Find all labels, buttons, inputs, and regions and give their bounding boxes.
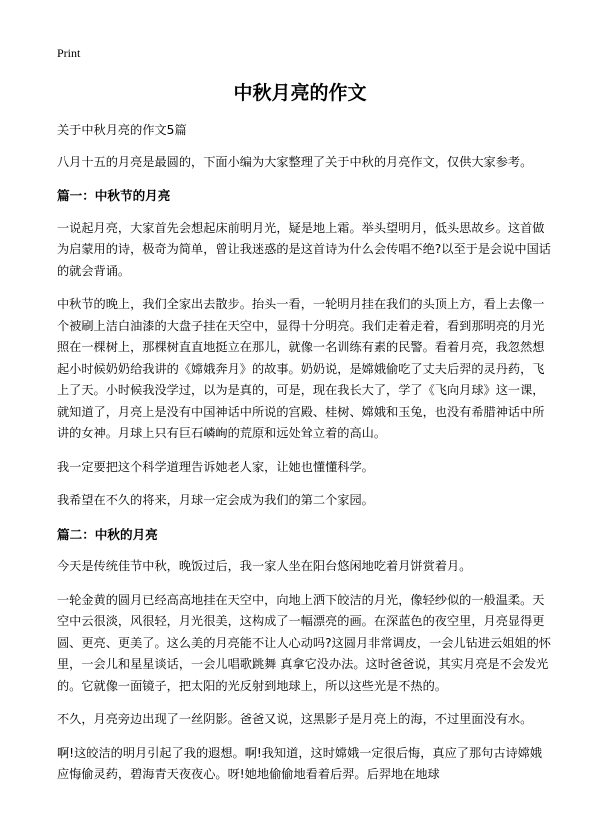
article-body — [57, 120, 551, 798]
paragraph: 我希望在不久的将来，月球一定会成为我们的第二个家园。 — [57, 493, 374, 507]
paragraph: 我一定要把这个科学道理告诉她老人家，让她也懂懂科学。 — [57, 459, 374, 474]
paragraph: 啊!这皎洁的明月引起了我的遐想。啊!我知道，这时嫦娥一定很后悔，真应了那句古诗嫦娥应悔偷灵药，碧海青天夜夜心。呀!她地偷偷地看着后羿。后羿地在地球 — [57, 745, 543, 781]
paragraph: 不久，月亮旁边出现了一丝阴影。爸爸又说，这黑影子是月亮上的海，不过里面没有水。 — [57, 712, 533, 726]
intro-paragraph: 八月十五的月亮是最圆的，下面小编为大家整理了关于中秋的月亮作文，仅供大家参考。 — [57, 154, 533, 169]
section-heading: 篇一：中秋节的月亮 — [57, 188, 171, 203]
page-title: 中秋月亮的作文 — [233, 82, 367, 104]
paragraph: 中秋节的晚上，我们全家出去散步。抬头一看，一轮明月挂在我们的头顶上方，看上去像一个被刷上洁白油漆的大盘子挂在天空中，显得十分明亮。我们走着走着，看到那明亮的月光照在一棵树上，那棵树直直地挺立在那儿，就像一名训练有素的民警。看着月亮，我忽然想起小时候奶奶给我讲的《嫦娥奔月》的故事。奶奶说，是嫦娥偷吃了丈夫后羿的灵丹药，飞上了天。小时候我没学过，以为是真的，可是，现在我长大了，学了《飞向月球》这一课，就知道了，月亮上是没有中国神话中所说的宫殿、桂树、嫦娥和玉兔，也没有希腊神话中所讲的女神。月球上只有巨石嶙峋的荒原和远处耸立着的高山。 — [57, 297, 545, 440]
paragraph: 一轮金黄的圆月已经高高地挂在天空中，向地上洒下皎洁的月光，像轻纱似的一般温柔。天空中云很淡，风很轻，月光很美，这构成了一幅漂亮的画。在深蓝色的夜空里，月亮显得更圆、更亮、更美了。这么美的月亮能不让人心动吗?这圆月非常调皮，一会儿钻进云姐姐的怀里，一会儿和星星谈话，一会儿唱歌跳舞 真拿它没办法。这时爸爸说，其实月亮是不会发光的。它就像一面镜子，把太阳的光反射到地球上，所以这些光是不热的。 — [57, 592, 551, 693]
section-heading: 篇二：中秋的月亮 — [57, 526, 158, 542]
print-link[interactable]: Print — [57, 46, 81, 60]
paragraph: 一说起月亮，大家首先会想起床前明月光，疑是地上霜。举头望明月，低头思故乡。这首做为启蒙用的诗，极奇为简单，曾让我迷惑的是这首诗为什么会传唱不绝?以至于是会说中国话的就会背诵。 — [57, 220, 551, 278]
article-subtitle: 关于中秋月亮的作文5篇 — [57, 123, 187, 137]
paragraph: 今天是传统佳节中秋，晚饭过后，我一家人坐在阳台悠闲地吃着月饼赏着月。 — [57, 559, 472, 573]
